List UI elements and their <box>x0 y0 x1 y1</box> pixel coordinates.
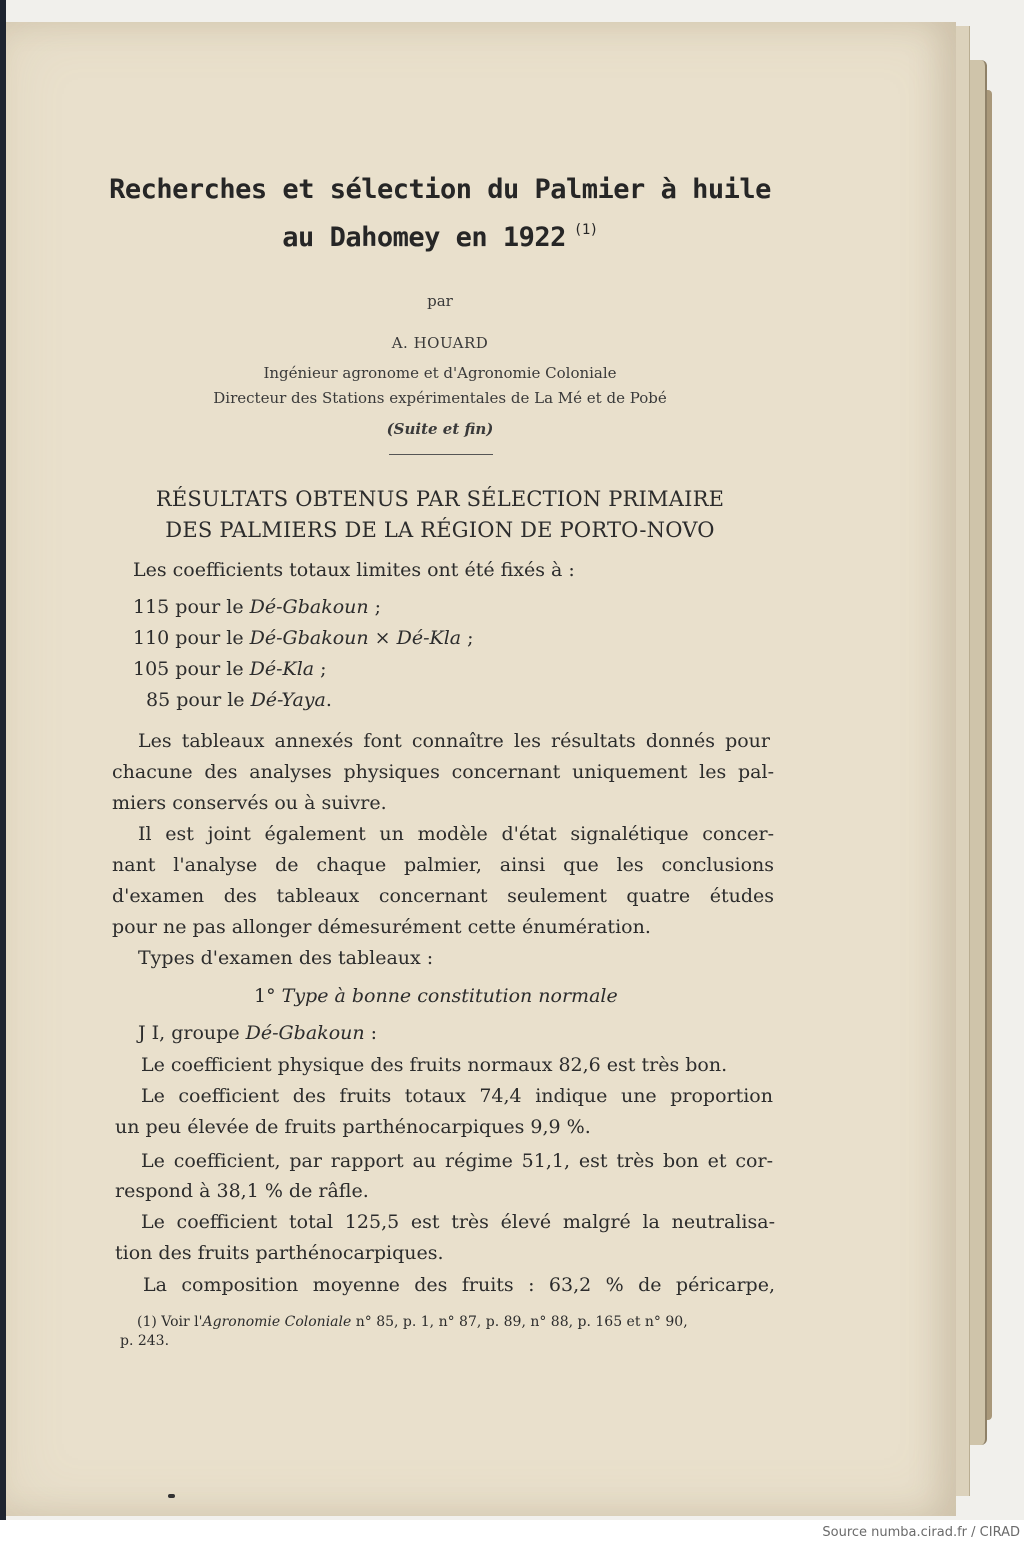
footnote-continuation: p. 243. <box>120 1333 170 1349</box>
section-heading-line2: DES PALMIERS DE LA RÉGION DE PORTO-NOVO <box>165 518 715 542</box>
author-affiliation-1: Ingénieur agronome et d'Agronomie Coloniale <box>263 364 617 382</box>
source-credit: Source numba.cirad.fr / CIRAD <box>822 1525 1020 1540</box>
limit-item: 85 pour le Dé-Yaya. <box>146 689 332 711</box>
result-line: Le coefficient physique des fruits normaux 82,6 est très bon. <box>141 1054 728 1076</box>
limit-item: 115 pour le Dé-Gbakoun ; <box>133 596 382 618</box>
author-name: A. HOUARD <box>391 334 489 352</box>
limit-item: 110 pour le Dé-Gbakoun × Dé-Kla ; <box>133 627 474 649</box>
types-intro: Types d'examen des tableaux : <box>138 947 434 969</box>
limit-item: 105 pour le Dé-Kla ; <box>133 658 327 680</box>
result-line: un peu élevée de fruits parthénocarpiques 9,9 %. <box>115 1116 591 1138</box>
paragraph-line: Il est joint également un modèle d'état signalétique concer- <box>138 823 774 845</box>
paragraph-line: Les tableaux annexés font connaître les résultats donnés pour <box>138 730 770 752</box>
group-label: J I, groupe Dé-Gbakoun : <box>138 1022 378 1044</box>
paragraph-line: miers conservés ou à suivre. <box>112 792 387 814</box>
document-page <box>6 22 956 1516</box>
page-edge <box>955 26 970 1496</box>
article-title-line2: au Dahomey en 1922 $^{(1)}$ <box>282 222 598 253</box>
paragraph-line: d'examen des tableaux concernant seulement quatre études <box>112 885 774 907</box>
result-line: tion des fruits parthénocarpiques. <box>115 1242 444 1264</box>
continuation-note: (Suite et fin) <box>386 420 494 438</box>
result-line: respond à 38,1 % de râfle. <box>115 1180 369 1202</box>
result-line: Le coefficient des fruits totaux 74,4 indique une proportion <box>141 1085 773 1107</box>
section-heading-line1: RÉSULTATS OBTENUS PAR SÉLECTION PRIMAIRE <box>155 487 725 511</box>
subheading-type1: 1° Type à bonne constitution normale <box>254 985 618 1007</box>
paragraph-line: chacune des analyses physiques concernant uniquement les pal- <box>112 761 774 783</box>
result-line: La composition moyenne des fruits : 63,2 % de péricarpe, <box>143 1274 775 1296</box>
footnote: (1) Voir l'Agronomie Coloniale n° 85, p. 1, n° 87, p. 89, n° 88, p. 165 et n° 90, <box>137 1314 688 1330</box>
footnote-reference: (1) <box>573 222 598 238</box>
byline-par: par <box>427 292 453 310</box>
result-line: Le coefficient, par rapport au régime 51,1, est très bon et cor- <box>141 1150 773 1172</box>
article-title-line1: Recherches et sélection du Palmier à huile <box>109 174 771 205</box>
title-divider <box>389 454 493 455</box>
scan-speck <box>168 1494 175 1498</box>
result-line: Le coefficient total 125,5 est très élevé malgré la neutralisa- <box>141 1211 775 1233</box>
paragraph-line: pour ne pas allonger démesurément cette énumération. <box>112 916 651 938</box>
author-affiliation-2: Directeur des Stations expérimentales de La Mé et de Pobé <box>213 389 667 407</box>
paragraph-line: nant l'analyse de chaque palmier, ainsi que les conclusions <box>112 854 774 876</box>
paragraph-intro: Les coefficients totaux limites ont été fixés à : <box>133 559 575 581</box>
page-edge <box>967 60 987 1445</box>
